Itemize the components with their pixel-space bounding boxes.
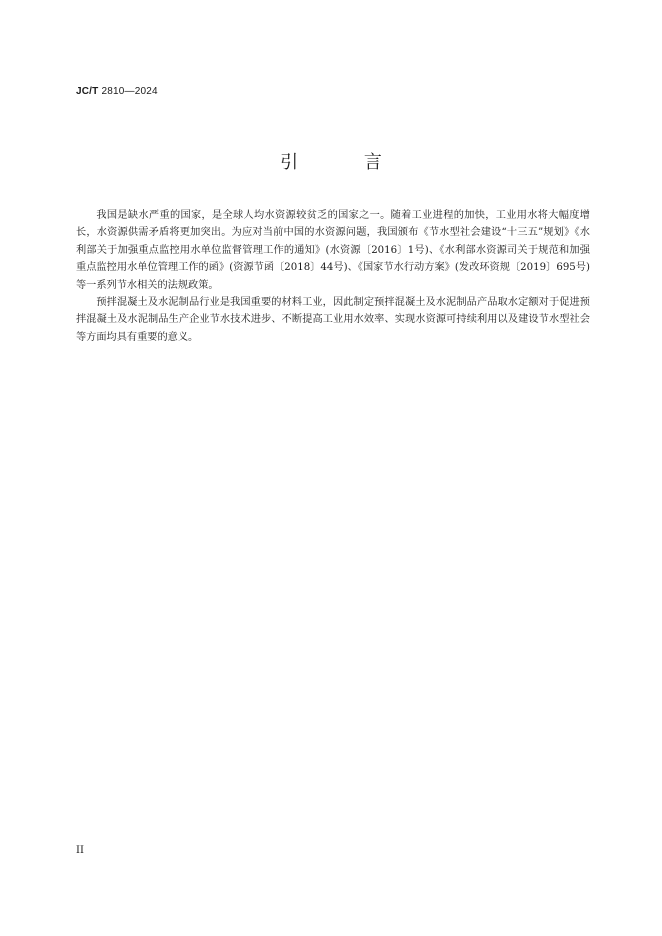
standard-number: 2810—2024 xyxy=(101,86,158,97)
page-title: 引 言 xyxy=(280,152,412,173)
page-number: II xyxy=(76,845,84,856)
standard-header xyxy=(76,86,158,97)
paragraph: 预拌混凝土及水泥制品行业是我国重要的材料工业，因此制定预拌混凝土及水泥制品产品取水定额对于促进预拌混凝土及水泥制品生产企业节水技术进步、不断提高工业用水效率、实现水资源可持续利用以及建设节水型社会等方面均具有重要的意义。 xyxy=(76,297,590,343)
standard-code: JC/T xyxy=(76,86,99,97)
introduction-body xyxy=(76,207,590,346)
paragraph: 我国是缺水严重的国家，是全球人均水资源较贫乏的国家之一。随着工业进程的加快，工业用水将大幅度增长，水资源供需矛盾将更加突出。为应对当前中国的水资源问题，我国颁布《节水型社会建设“十三五”规划》《水利部关于加强重点监控用水单位监督管理工作的通知》(水资源〔2016〕1号)、《水利部水资源司关于规范和加强重点监控用水单位管理工作的函》(资源节函〔2018〕44号)、《国家节水行动方案》(发改环资规〔2019〕695号)等一系列节水相关的法规政策。 xyxy=(76,210,590,291)
